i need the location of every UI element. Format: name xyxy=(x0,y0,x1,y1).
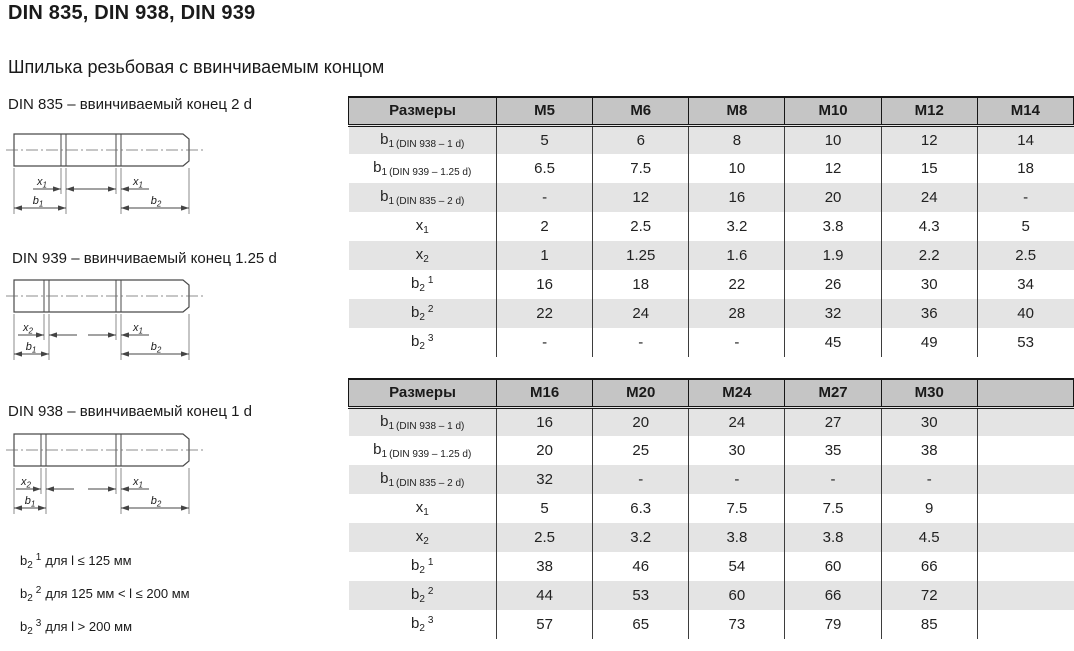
header-size-M30: M30 xyxy=(881,379,977,407)
table-row xyxy=(349,183,1074,212)
table-cell xyxy=(977,494,1073,523)
table-cell: 35 xyxy=(785,436,881,465)
table-row xyxy=(349,270,1074,299)
table-row xyxy=(349,154,1074,183)
table-cell: 20 xyxy=(593,407,689,436)
stud-drawing-din938 xyxy=(4,426,214,521)
table-cell: 60 xyxy=(785,552,881,581)
dim-symbol: $b_2^3$ xyxy=(411,333,434,352)
table-header-row xyxy=(349,379,1074,407)
table-cell: 5 xyxy=(497,125,593,154)
table-cell xyxy=(977,465,1073,494)
dim-symbol: $b_2^2$ xyxy=(20,585,42,604)
table-cell: 3.2 xyxy=(689,212,785,241)
table-cell: 25 xyxy=(593,436,689,465)
row-label xyxy=(349,465,497,494)
dim-symbol: $b_2^3$ xyxy=(20,618,42,637)
table-row xyxy=(349,610,1074,639)
dim-label-x-left: $x_1$ xyxy=(37,176,47,190)
table-cell: 38 xyxy=(881,436,977,465)
table-cell: 73 xyxy=(689,610,785,639)
page-subtitle: Шпилька резьбовая с ввинчиваемым концом xyxy=(8,57,385,77)
table-cell: 3.8 xyxy=(689,523,785,552)
row-label xyxy=(349,610,497,639)
row-label xyxy=(349,241,497,270)
page-title: DIN 835, DIN 938, DIN 939 xyxy=(8,2,256,24)
footnote xyxy=(20,552,190,585)
table-cell: 4.3 xyxy=(881,212,977,241)
table-cell: 4.5 xyxy=(881,523,977,552)
table-cell: 22 xyxy=(497,299,593,328)
table-cell: 7.5 xyxy=(593,154,689,183)
table-cell: 32 xyxy=(785,299,881,328)
table-cell: 53 xyxy=(593,581,689,610)
row-label xyxy=(349,581,497,610)
table-cell: 2 xyxy=(497,212,593,241)
table-cell: - xyxy=(593,328,689,357)
table-cell: 24 xyxy=(881,183,977,212)
table-cell: 3.2 xyxy=(593,523,689,552)
dim-label-x-left: $x_2$ xyxy=(23,322,33,336)
table-cell: 8 xyxy=(689,125,785,154)
table-cell: 3.8 xyxy=(785,523,881,552)
table-cell: 12 xyxy=(881,125,977,154)
header-size-M14: M14 xyxy=(977,97,1073,125)
table-cell: 16 xyxy=(497,407,593,436)
row-label xyxy=(349,436,497,465)
table-cell: 6 xyxy=(593,125,689,154)
table-cell xyxy=(977,523,1073,552)
table-cell: 30 xyxy=(881,407,977,436)
row-label xyxy=(349,212,497,241)
dimension-lines xyxy=(14,314,189,360)
table-cell: - xyxy=(881,465,977,494)
header-size-M24: M24 xyxy=(689,379,785,407)
dim-symbol: $b_1$ $_{(DIN 939 - 1.25 d)}$ xyxy=(373,441,472,460)
table-cell: 79 xyxy=(785,610,881,639)
table-cell: 85 xyxy=(881,610,977,639)
table-cell: 1.9 xyxy=(785,241,881,270)
table-cell: 53 xyxy=(977,328,1073,357)
table-cell: 45 xyxy=(785,328,881,357)
table-cell: 6.3 xyxy=(593,494,689,523)
footnotes-block xyxy=(20,552,190,651)
footnote xyxy=(20,585,190,618)
dim-symbol: $b_1$ $_{(DIN 835 - 2 d)}$ xyxy=(380,188,465,207)
table-cell: 44 xyxy=(497,581,593,610)
figure-caption-din938: DIN 938 – ввинчиваемый конец 1 d xyxy=(8,403,252,420)
table-cell: 2.5 xyxy=(977,241,1073,270)
table-cell: 1 xyxy=(497,241,593,270)
table-cell: 57 xyxy=(497,610,593,639)
table-row xyxy=(349,465,1074,494)
table-cell: 20 xyxy=(785,183,881,212)
header-sizes-label: Размеры xyxy=(349,97,497,125)
header-size-M10: M10 xyxy=(785,97,881,125)
table-cell: 7.5 xyxy=(785,494,881,523)
table-row xyxy=(349,299,1074,328)
table-cell: 1.25 xyxy=(593,241,689,270)
header-size-M20: M20 xyxy=(593,379,689,407)
row-label xyxy=(349,552,497,581)
table-row xyxy=(349,328,1074,357)
footnote-text: для l ≤ 125 мм xyxy=(45,553,132,568)
table-cell: - xyxy=(689,328,785,357)
row-label xyxy=(349,270,497,299)
table-cell: 65 xyxy=(593,610,689,639)
table-cell: 72 xyxy=(881,581,977,610)
table-row xyxy=(349,125,1074,154)
dim-symbol: $b_2^3$ xyxy=(411,615,434,634)
dim-symbol: $b_2^1$ xyxy=(411,275,434,294)
table-cell: 46 xyxy=(593,552,689,581)
table-cell: 5 xyxy=(977,212,1073,241)
table-cell: - xyxy=(977,183,1073,212)
table-cell: - xyxy=(497,328,593,357)
dim-symbol: $x_2$ xyxy=(415,528,429,547)
table-row xyxy=(349,552,1074,581)
dim-symbol: $b_2^1$ xyxy=(411,557,434,576)
row-label xyxy=(349,299,497,328)
dim-symbol: $x_2$ xyxy=(415,246,429,265)
table-cell: 10 xyxy=(689,154,785,183)
row-label xyxy=(349,494,497,523)
dim-symbol: $b_1$ $_{(DIN 938 - 1 d)}$ xyxy=(380,130,465,150)
header-size-M16: M16 xyxy=(497,379,593,407)
stud-outline xyxy=(6,434,204,466)
dim-label-b2: $b_2$ xyxy=(150,341,162,355)
table-cell: 1.6 xyxy=(689,241,785,270)
stud-outline xyxy=(6,280,204,312)
table-cell: 12 xyxy=(593,183,689,212)
table-cell: 66 xyxy=(785,581,881,610)
header-size-M27: M27 xyxy=(785,379,881,407)
row-label xyxy=(349,328,497,357)
dimension-table-m5-m14 xyxy=(348,96,1074,357)
dim-label-b2: $b_2$ xyxy=(150,195,162,209)
table-cell: 38 xyxy=(497,552,593,581)
dim-label-x-right: $x_1$ xyxy=(133,476,143,490)
row-label xyxy=(349,523,497,552)
dim-label-b1: $b_1$ xyxy=(32,195,44,209)
dim-symbol: $b_2^2$ xyxy=(411,304,434,323)
row-label xyxy=(349,154,497,183)
table-cell: - xyxy=(689,465,785,494)
table-cell xyxy=(977,436,1073,465)
table-cell: 7.5 xyxy=(689,494,785,523)
table-cell: - xyxy=(785,465,881,494)
row-label xyxy=(349,125,497,154)
stud-drawing-din939 xyxy=(4,272,214,367)
dim-label-b1: $b_1$ xyxy=(24,495,36,509)
table-row xyxy=(349,523,1074,552)
table-cell: 2.5 xyxy=(593,212,689,241)
table-cell: 66 xyxy=(881,552,977,581)
table-cell: 22 xyxy=(689,270,785,299)
table-cell xyxy=(977,610,1073,639)
table-cell: 49 xyxy=(881,328,977,357)
dim-label-x-left: $x_2$ xyxy=(21,476,31,490)
dim-label-b1: $b_1$ xyxy=(25,341,37,355)
table-cell: 36 xyxy=(881,299,977,328)
stud-drawing-din835 xyxy=(4,126,214,221)
footnote-text: для l > 200 мм xyxy=(45,619,133,634)
dim-symbol: $b_2^2$ xyxy=(411,586,434,605)
footnote xyxy=(20,618,190,651)
table-cell: 26 xyxy=(785,270,881,299)
dimension-lines xyxy=(14,468,189,514)
header-size-M6: M6 xyxy=(593,97,689,125)
table-cell: 30 xyxy=(689,436,785,465)
table-cell: 16 xyxy=(497,270,593,299)
table-cell: 12 xyxy=(785,154,881,183)
dim-symbol: $b_1$ $_{(DIN 835 - 2 d)}$ xyxy=(380,470,465,489)
table-cell xyxy=(977,552,1073,581)
table-cell: 27 xyxy=(785,407,881,436)
table-row xyxy=(349,494,1074,523)
table-cell: 2.2 xyxy=(881,241,977,270)
table-cell: 54 xyxy=(689,552,785,581)
table-row xyxy=(349,241,1074,270)
table-cell: 16 xyxy=(689,183,785,212)
header-size-M5: M5 xyxy=(497,97,593,125)
dim-label-b2: $b_2$ xyxy=(150,495,162,509)
figure-caption-din939: DIN 939 – ввинчиваемый конец 1.25 d xyxy=(12,250,277,267)
table-cell: 14 xyxy=(977,125,1073,154)
table-cell: 5 xyxy=(497,494,593,523)
table-cell: - xyxy=(497,183,593,212)
table-row xyxy=(349,212,1074,241)
table-cell: 18 xyxy=(593,270,689,299)
table-cell: 40 xyxy=(977,299,1073,328)
row-label xyxy=(349,407,497,436)
dim-label-x-right: $x_1$ xyxy=(133,322,143,336)
table-cell: 24 xyxy=(593,299,689,328)
row-label xyxy=(349,183,497,212)
table-cell: 15 xyxy=(881,154,977,183)
stud-outline xyxy=(6,134,204,166)
header-size-empty xyxy=(977,379,1073,407)
table-row xyxy=(349,407,1074,436)
dim-symbol: $x_1$ xyxy=(415,499,429,518)
table-cell: 9 xyxy=(881,494,977,523)
dim-symbol: $x_1$ xyxy=(415,217,429,236)
table-cell: 6.5 xyxy=(497,154,593,183)
table-cell: 3.8 xyxy=(785,212,881,241)
footnote-text: для 125 мм < l ≤ 200 мм xyxy=(45,586,190,601)
table-header-row xyxy=(349,97,1074,125)
dim-symbol: $b_1$ $_{(DIN 939 - 1.25 d)}$ xyxy=(373,159,472,178)
dim-symbol: $b_2^1$ xyxy=(20,552,42,571)
dim-label-x-right: $x_1$ xyxy=(133,176,143,190)
table-cell: 18 xyxy=(977,154,1073,183)
table-cell: 2.5 xyxy=(497,523,593,552)
table-row xyxy=(349,581,1074,610)
header-size-M8: M8 xyxy=(689,97,785,125)
table-cell: 32 xyxy=(497,465,593,494)
table-cell: 10 xyxy=(785,125,881,154)
table-cell: - xyxy=(593,465,689,494)
table-cell xyxy=(977,581,1073,610)
table-cell: 34 xyxy=(977,270,1073,299)
table-cell: 28 xyxy=(689,299,785,328)
header-size-M12: M12 xyxy=(881,97,977,125)
table-cell: 30 xyxy=(881,270,977,299)
table-cell xyxy=(977,407,1073,436)
figure-caption-din835: DIN 835 – ввинчиваемый конец 2 d xyxy=(8,96,252,113)
table-cell: 20 xyxy=(497,436,593,465)
dim-symbol: $b_1$ $_{(DIN 938 - 1 d)}$ xyxy=(380,412,465,432)
table-row xyxy=(349,436,1074,465)
header-sizes-label: Размеры xyxy=(349,379,497,407)
table-cell: 24 xyxy=(689,407,785,436)
dimension-table-m16-m30 xyxy=(348,378,1074,639)
table-cell: 60 xyxy=(689,581,785,610)
